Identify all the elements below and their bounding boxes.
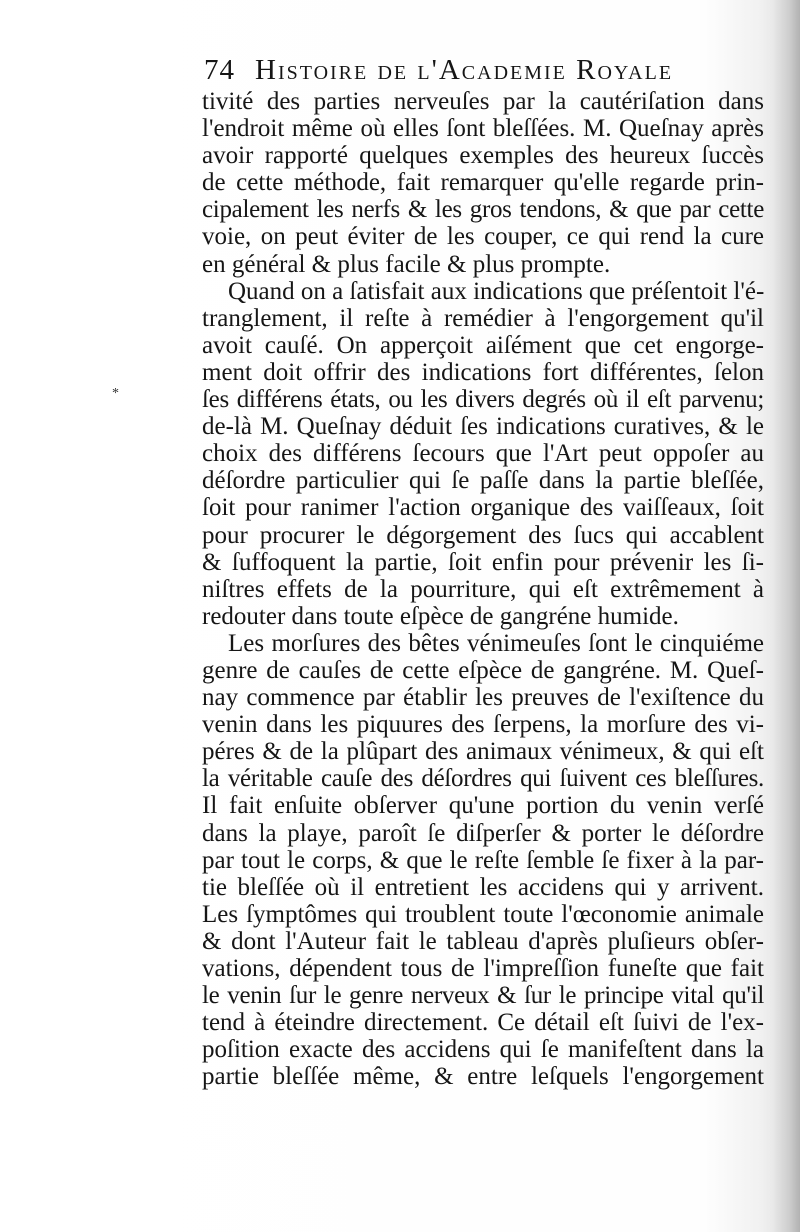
text-line: venin dans les piquures des ſerpens, la morſure des vi- [202, 711, 764, 739]
text-line: ment doit offrir des indications fort différentes, ſelon [202, 358, 764, 386]
text-line: genre de cauſes de cette eſpèce de gangréne. M. Queſ- [202, 656, 764, 684]
text-line: tie bleſſée où il entretient les accidens qui y arrivent. [202, 873, 764, 901]
text-line: par tout le corps, & que le reſte ſemble ſe fixer à la par- [202, 846, 764, 874]
text-line: la véritable cauſe des déſordres qui ſuivent ces bleſſures. [202, 765, 764, 793]
page-edge-shadow [772, 0, 800, 1232]
text-line: avoit cauſé. On apperçoit aiſément que cet engorge- [202, 331, 764, 359]
text-line: de cette méthode, fait remarquer qu'elle regarde prin- [202, 169, 764, 197]
body-text [202, 88, 764, 1090]
text-line: cipalement les nerfs & les gros tendons, & que par cette [202, 196, 764, 224]
text-line: vations, dépendent tous de l'impreſſion funeſte que fait [202, 955, 764, 982]
text-line: dans la playe, paroît ſe diſperſer & porter le déſordre [202, 819, 764, 847]
running-header [204, 54, 732, 87]
text-line: niſtres effets de la pourriture, qui eſt extrêmement à [202, 575, 764, 603]
text-line: Les morſures des bêtes vénimeuſes ſont le cinquiéme [228, 629, 764, 657]
text-line: de-là M. Queſnay déduit ſes indications curatives, & le [202, 413, 764, 441]
text-line: partie bleſſée même, & entre leſquels l'engorgement [202, 1063, 764, 1091]
text-line: nay commence par établir les preuves de l'exiſtence du [202, 684, 764, 712]
text-line: redouter dans toute eſpèce de gangréne humide. [202, 602, 679, 630]
text-line: choix des différens ſecours que l'Art peut oppoſer au [202, 440, 764, 468]
text-line: poſition exacte des accidens qui ſe manifeſtent dans la [202, 1036, 764, 1064]
text-line: l'endroit même où elles ſont bleſſées. M. Queſnay après [202, 115, 764, 143]
text-line: tend à éteindre directement. Ce détail eſt ſuivi de l'ex- [202, 1009, 764, 1037]
text-line: en général & plus facile & plus prompte. [202, 250, 611, 278]
text-line: avoir rapporté quelques exemples des heureux ſuccès [202, 142, 764, 170]
text-line: & dont l'Auteur fait le tableau d'après pluſieurs obſer- [202, 927, 764, 955]
text-line: pour procurer le dégorgement des ſucs qui accablent [202, 521, 764, 549]
text-line: péres & de la plûpart des animaux vénimeux, & qui eſt [202, 738, 764, 766]
text-line: ſoit pour ranimer l'action organique des vaiſſeaux, ſoit [202, 494, 764, 522]
page-number: 74 [204, 54, 235, 86]
margin-marker: * [112, 386, 119, 401]
text-line: ſes différens états, ou les divers degrés où il eſt parvenu; [202, 386, 764, 414]
text-line: le venin ſur le genre nerveux & ſur le principe vital qu'il [202, 982, 764, 1010]
text-line: Les ſymptômes qui troublent toute l'œconomie animale [202, 900, 764, 928]
running-title: Histoire de l'Academie Royale [255, 54, 674, 86]
text-line: voie, on peut éviter de les couper, ce qui rend la cure [202, 223, 764, 251]
text-line: déſordre particulier qui ſe paſſe dans la partie bleſſée, [202, 467, 764, 495]
text-line: tranglement, il reſte à remédier à l'engorgement qu'il [202, 304, 764, 332]
text-line: tivité des parties nerveuſes par la cautériſation dans [202, 88, 764, 115]
text-line: & ſuffoquent la partie, ſoit enfin pour prévenir les ſi- [202, 548, 764, 576]
text-line: Il fait enſuite obſerver qu'une portion du venin verſé [202, 792, 764, 820]
text-line: Quand on a ſatisfait aux indications que préſentoit l'é- [228, 277, 765, 305]
